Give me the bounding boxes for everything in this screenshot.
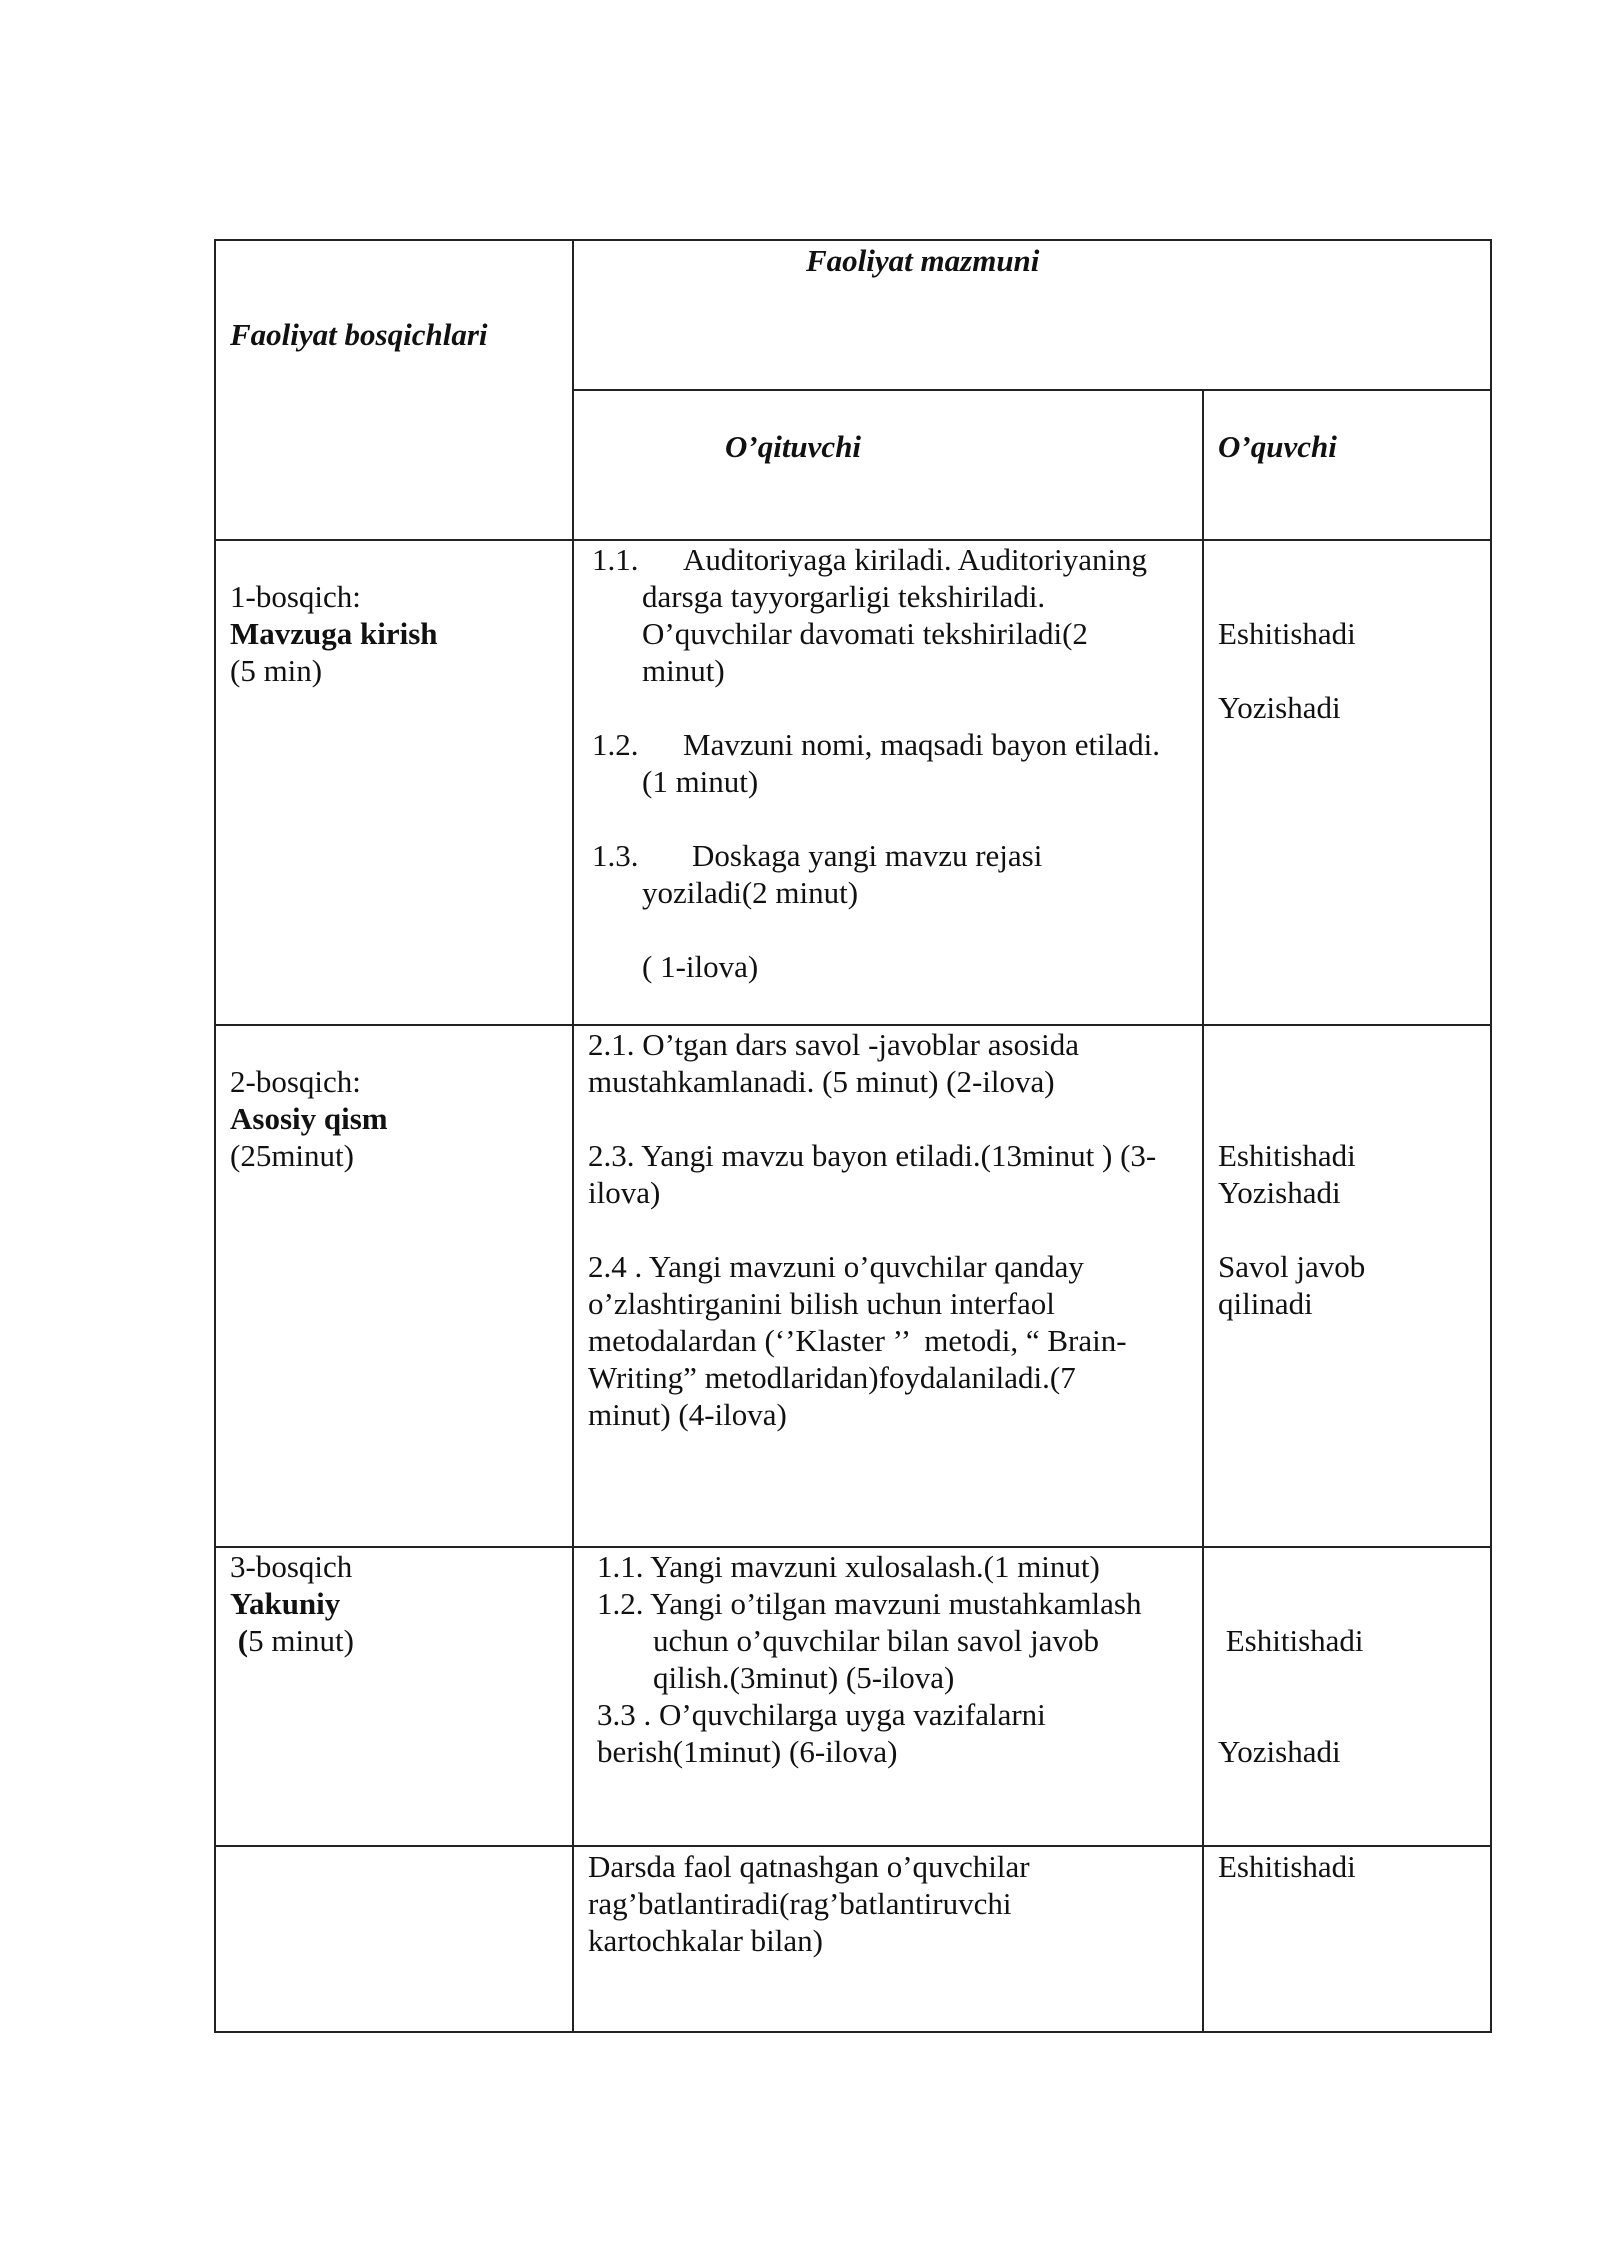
student-activity: Yozishadi — [1218, 690, 1341, 725]
stage-number: 2-bosqich: — [230, 1064, 361, 1099]
paragraph-line: 1.2. Yangi o’tilgan mavzuni mustahkamlash — [597, 1586, 1142, 1621]
student-activity: qilinadi — [1218, 1286, 1313, 1321]
student-cell-4 — [1218, 1848, 1356, 1885]
paragraph-line: minut) (4-ilova) — [588, 1397, 787, 1432]
row-divider-4 — [214, 1845, 1492, 1847]
student-activity: Yozishadi — [1218, 1734, 1341, 1769]
stage-title: Yakuniy — [230, 1586, 341, 1621]
item-text: darsga tayyorgarligi tekshiriladi. — [642, 579, 1046, 614]
item-text: O’quvchilar davomati tekshiriladi(2 — [642, 616, 1088, 651]
paragraph-line: Writing” metodlaridan)foydalaniladi.(7 — [588, 1360, 1076, 1395]
item-text: minut) — [642, 653, 725, 688]
table-border-right — [1490, 239, 1492, 2033]
student-activity: Eshitishadi — [1218, 1138, 1356, 1173]
header-student: O’quvchi — [1218, 429, 1337, 464]
paragraph-line: 2.4 . Yangi mavzuni o’quvchilar qanday — [588, 1249, 1084, 1284]
paragraph-line: mustahkamlanadi. (5 minut) (2-ilova) — [588, 1064, 1055, 1099]
student-activity: Eshitishadi — [1218, 1849, 1356, 1884]
paragraph-line: berish(1minut) (6-ilova) — [597, 1734, 898, 1769]
paragraph-line: 1.1. Yangi mavzuni xulosalash.(1 minut) — [597, 1549, 1100, 1584]
student-cell-2 — [1218, 1137, 1365, 1322]
teacher-cell-2 — [588, 1026, 1156, 1433]
student-activity: Eshitishadi — [1218, 616, 1356, 651]
item-text: Mavzuni nomi, maqsadi bayon etiladi. — [683, 727, 1160, 762]
item-text: Auditoriyaga kiriladi. Auditoriyaning — [683, 542, 1148, 577]
student-cell-3 — [1218, 1548, 1364, 1844]
item-number: 1.2. — [592, 727, 639, 762]
item-text: yoziladi(2 minut) — [642, 875, 859, 910]
student-cell-1 — [1218, 615, 1356, 726]
header-teacher: O’qituvchi — [725, 429, 862, 464]
item-text: Doskaga yangi mavzu rejasi — [692, 838, 1043, 873]
stage-number: 1-bosqich: — [230, 579, 361, 614]
paragraph-line: Darsda faol qatnashgan o’quvchilar — [588, 1849, 1030, 1884]
table-border-bottom — [214, 2031, 1492, 2033]
item-number: 1.3. — [592, 838, 639, 873]
header-content: Faoliyat mazmuni — [806, 243, 1040, 278]
item-text: ( 1-ilova) — [642, 949, 759, 984]
item-text: (1 minut) — [642, 764, 759, 799]
student-activity: Eshitishadi — [1218, 1623, 1364, 1658]
stage-duration: (5 minut) — [237, 1623, 354, 1658]
table-border-left — [214, 239, 216, 2033]
header-stages: Faoliyat bosqichlari — [230, 317, 488, 352]
paragraph-line: rag’batlantiradi(rag’batlantiruvchi — [588, 1886, 1012, 1921]
paragraph-line: 2.1. O’tgan dars savol -javoblar asosida — [588, 1027, 1080, 1062]
paragraph-line: metodalardan (‘’Klaster ’’ metodi, “ Brain- — [588, 1323, 1127, 1358]
stage-duration: (5 min) — [230, 653, 323, 688]
paragraph-line: ilova) — [588, 1175, 661, 1210]
stage-title: Mavzuga kirish — [230, 616, 438, 651]
stage-cell-2 — [230, 1063, 388, 1174]
paragraph-line: uchun o’quvchilar bilan savol javob — [653, 1623, 1099, 1658]
header-subdivider — [572, 389, 1492, 391]
teacher-cell-4 — [588, 1848, 1030, 1959]
paragraph-line: kartochkalar bilan) — [588, 1923, 823, 1958]
item-number: 1.1. — [592, 542, 639, 577]
stage-cell-3 — [230, 1548, 354, 1659]
student-activity: Savol javob — [1218, 1249, 1366, 1284]
paragraph-line: qilish.(3minut) (5-ilova) — [653, 1660, 955, 1695]
column-divider-1 — [572, 239, 574, 2033]
stage-duration: (25minut) — [230, 1138, 354, 1173]
stage-cell-1 — [230, 578, 438, 689]
paragraph-line: 2.3. Yangi mavzu bayon etiladi.(13minut ) (3- — [588, 1138, 1157, 1173]
paragraph-line: 3.3 . O’quvchilarga uyga vazifalarni — [597, 1697, 1046, 1732]
stage-number: 3-bosqich — [230, 1549, 353, 1584]
student-activity: Yozishadi — [1218, 1175, 1341, 1210]
column-divider-2 — [1202, 389, 1204, 2033]
paragraph-line: o’zlashtirganini bilish uchun interfaol — [588, 1286, 1055, 1321]
stage-title: Asosiy qism — [230, 1101, 388, 1136]
table-border-top — [214, 239, 1492, 241]
